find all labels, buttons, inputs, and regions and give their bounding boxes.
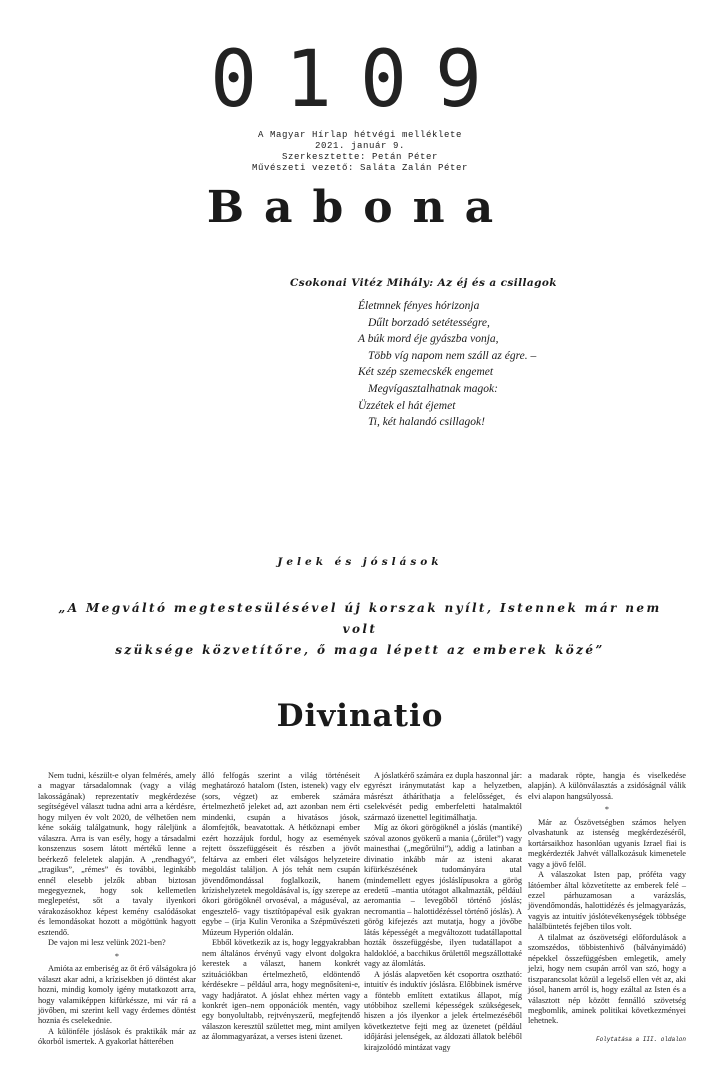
paragraph: Ebből következik az is, hogy leggyakrabban nem általános érvényű vagy elvont dolgokra kerestek a választ, hanem konkrét szituációkban értelmezhető, eldöntendő kérdésekre – például arra, hogy megnősíteni-e, vagy hadjáratot. A jóslat ehhez mérten vagy konkrét igen–nem opponációk mentén, vagy egy bonyolultabb, rejtvényszerű, megfejtendő válaszon keresztül születtet meg, mint amilyen az álommagyarázat, a verses isteni üzenet. (202, 938, 360, 1042)
paragraph: De vajon mi lesz velünk 2021-ben? (48, 938, 166, 948)
poem-line: Ti, két halandó csillagok! (368, 416, 485, 429)
supplement-line: A Magyar Hírlap hétvégi melléklete (257, 130, 463, 140)
paragraph: Amióta az emberiség az őt érő válságokra jó választ akar adni, a krízisekben jó döntést akar hozni, mindig komoly igény mutatkozott arra, hogy valamiképpen kifürkéssze, mi vár rá a jövőben, mi szerint kell vagy érdemes döntést hoznia és cselekednie. (38, 964, 196, 1026)
article-column-2 (202, 771, 360, 1043)
article-column-3 (364, 771, 522, 1053)
section-divider: * (114, 951, 120, 961)
paragraph: A jóslatkérő számára ez dupla haszonnal jár: egyrészt iránymutatást kap a helyzetben, másrészt átháríthatja a felelősséget, és cselekvését pedig emberfeletti hatalmaktól származó üzenettel legitimálhatja. (364, 771, 522, 822)
section-heading: Jelek és jóslások (277, 556, 443, 568)
poem-line: Két szép szemecskék engemet (358, 366, 494, 379)
paragraph: A különféle jóslások és praktikák már az ókorból ismertek. A gyakorlat hátterében (38, 1026, 196, 1047)
continuation-note: Folytatása a III. oldalon (595, 1035, 686, 1043)
article-title: Divinatio (276, 698, 444, 734)
pull-quote-line: szüksége közvetítőre, ő maga lépett az emberek közé” (115, 643, 605, 657)
section-divider: * (604, 805, 610, 815)
poem-line: Üzzétek el hát éjemet (358, 399, 456, 412)
art-director-line: Művészeti vezető: Saláta Zalán Péter (251, 163, 469, 173)
poem-line: Megvígasztalhatnak magok: (368, 382, 498, 395)
pull-quote-line: „A Megváltó megtestesülésével új korszak nyílt, Istennek már nem volt (58, 601, 662, 636)
editor-line: Szerkesztette: Petán Péter (281, 152, 439, 162)
poem-line: Dűlt borzadó setétességre, (368, 316, 490, 329)
date-line: 2021. január 9. (314, 141, 405, 151)
poem-line: Életmnek fényes hórizonja (358, 300, 480, 312)
paragraph: Már az Ószövetségben számos helyen olvashatunk az istenség megkérdezéséről, kortársaikhoz hasonlóan ugyanis Izrael fiai is megkérdezték Jahvét vállalkozásuk kimenetele vagy a jövő felől. (528, 817, 686, 869)
paragraph: álló felfogás szerint a világ történéseit meghatározó hatalom (Isten, istenek) vagy elv (sors, végzet) az emberek számára értelmezhető jeleket ad, azt azonban nem érti mindenki, csupán a hivatásos jósok, álomfejtők, beavatottak. A hétköznapi ember ezért hozzájuk fordul, hogy az események rejtett összefüggéseit és részben a jövőt feltárva az emberi élet válságos helyzeteire megoldást találjon. A jós tehát nem csupán jövendőmondással foglalkozik, hanem krízishelyzetek megoldásával is, így szerepe az ókori görögöknél orvoséval, a máguséval, az engesztelő- vagy tisztítópapéval esik gyakran egybe – (írja Kulin Veronika a Szépművészeti Múzeum Hyperión oldalán. (202, 771, 360, 937)
paragraph: a madarak röpte, hangja és viselkedése alapján). A különválasztás a zsidóságnál válik elvi alapon hangsúlyossá. (528, 771, 686, 801)
pull-quote (40, 598, 680, 661)
page-title: Babona (206, 182, 514, 233)
poem-line: Több víg napom nem száll az égre. – (368, 349, 537, 362)
masthead-meta (0, 130, 720, 174)
article-column-4 (528, 771, 686, 1045)
paragraph: Nem tudni, készült-e olyan felmérés, amely a magyar társadalomnak (vagy a világ lakosságának) reprezentatív megkérdezése segítségével választ tudna adni arra a kérdésre, hogy milyen év volt 2020, de vélhetően nem kéne sokáig találgatnunk, hogy ráleljünk a válaszra. Arra is van esély, hogy a társadalmi konszenzus sosem látott mértékű lenne a beérkező feleletek alapján. A „rendhagyó”, „tragikus”, „rémes” és további, leginkább ennél elesebb jelzők abban biztosan megegyeznek, hogy sok kellemetlen meglepetést, sőt a tavaly ilyenkori várakozásokhoz képest kemény csalódásokat és lemondásokat hozott a mögöttünk hagyott esztendő. (38, 771, 196, 937)
poem-title: Csokonai Vitéz Mihály: Az éj és a csillagok (290, 277, 557, 289)
paragraph: A jóslás alapvetően két csoportra osztható: intuitív és induktív jóslásra. Előbbinek ismérve a föntebb említett extatikus állapot, míg utóbbihoz szellemi képességek szükségesek, hiszen a jós ilyenkor a jelek értelmezéséből következtetve fejti meg az üzenetet (például időjárási jelenségek, az áldozati állatok beléből kirajzolódó mintázat vagy (364, 969, 522, 1052)
paragraph: A válaszokat Isten pap, próféta vagy látóember által közvetítette az emberek felé – ezzel párhuzamosan a varázslás, jövendőmondás, halottidézés és jelmagyarázás, vagyis az intuitív jóslótevékenységek többsége halálbüntetés fejében tilos volt. (528, 870, 686, 932)
article-column-1 (38, 771, 196, 1048)
poem-body (358, 298, 536, 431)
issue-number: 0109 (210, 35, 510, 125)
poem-line: A búk mord éje gyászba vonja, (358, 333, 499, 346)
paragraph: A tilalmat az ószövetségi előfordulások a szomszédos, többistenhivő (bálványimádó) népekkel összefüggésben emlegetik, amely jelzi, hogy nem csupán arról van szó, hogy a tiszparancsolat közül a legelső ellen vét az, aki jósol, hanem arról is, hogy ezáltal az Isten és a választott nép között fennálló szövetség megbomlik, aminek politikai következményei lehetnek. (528, 932, 686, 1026)
paragraph: Míg az ókori görögöknél a jóslás (mantiké) szóval azonos gyökerű a mania („őrület”) vagy mainesthai („megőrülni”), addig a latinban a divinatio inkább már az isteni akarat kifürkészésének tudományára utal (mindemellett egyes jósláslípusokra a görög eredetű –mantia utótagot alkalmazták, például aeromantia – levegőből történő jóslás; necromantia – halottidézéssel történő jóslás). A görög kifejezés azt mutatja, hogy a jövőbe látás képességét a megváltozott tudatállapottal hozták összefüggésbe, ilyen tudatállapot a haldoklóé, a bacchikus őrülettől megszállottaké vagy az álomlátás. (364, 823, 522, 969)
